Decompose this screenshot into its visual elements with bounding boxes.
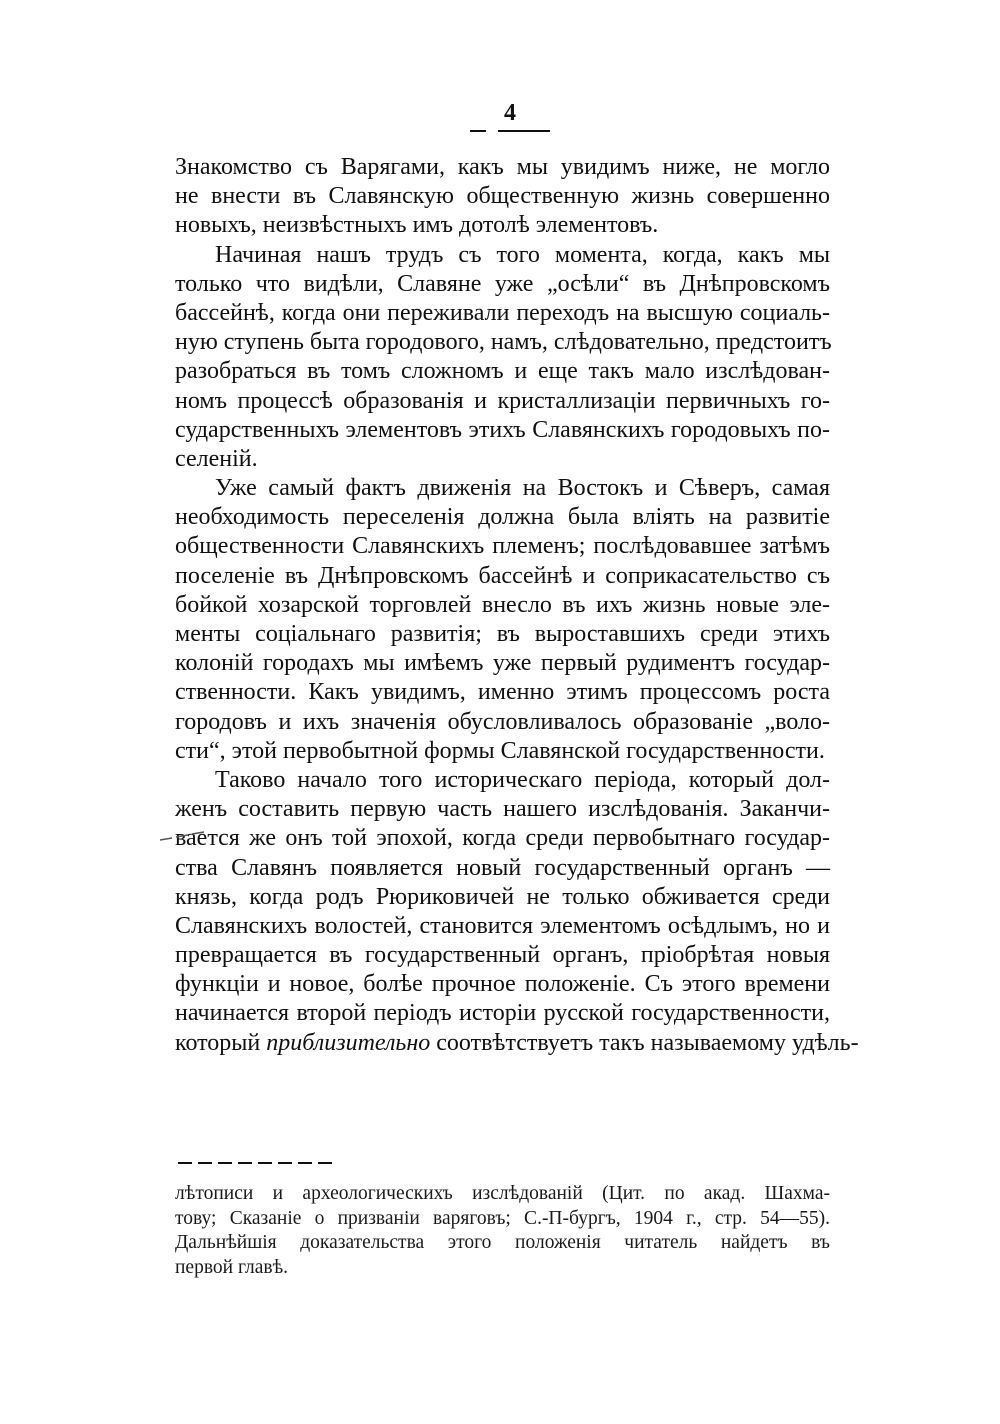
footnote-separator <box>178 1162 333 1164</box>
text-line: колоній городахъ мы имѣемъ уже первый рудиментъ государ- <box>175 650 830 677</box>
text-line: женъ составить первую часть нашего изслѣдованія. Заканчи- <box>175 796 830 823</box>
text-line: князь, когда родъ Рюриковичей не только обживается среди <box>175 883 830 910</box>
page-number-rule <box>498 130 550 132</box>
footnote-line: первой главѣ. <box>175 1256 289 1278</box>
pencil-mark <box>158 828 206 844</box>
text-line: бойкой хозарской торговлей внесло въ ихъ жизнь новые эле- <box>175 591 830 618</box>
text-line: бассейнѣ, когда они переживали переходъ на высшую социаль- <box>175 299 830 326</box>
text-line: ную ступень быта городового, намъ, слѣдовательно, предстоитъ <box>175 329 832 356</box>
text-line: поселеніе въ Днѣпровскомъ бассейнѣ и соприкасательство съ <box>175 562 830 589</box>
footnote <box>175 1182 830 1280</box>
text-line <box>175 1029 859 1058</box>
text-line: Таково начало того историческаго періода, который дол- <box>215 766 830 793</box>
main-text <box>175 153 859 1058</box>
text-line: номъ процессѣ образованія и кристаллизаціи первичныхъ го- <box>175 387 830 414</box>
text-line: начинается второй періодъ исторіи русской государственности, <box>175 1000 830 1027</box>
text-line: Уже самый фактъ движенія на Востокъ и Сѣверъ, самая <box>215 475 830 502</box>
page-number: 4 <box>504 100 516 126</box>
text-line: функціи и новое, болѣе прочное положеніе. Съ этого времени <box>175 971 830 998</box>
text-line: вается же онъ той эпохой, когда среди первобытнаго государ- <box>175 825 830 852</box>
text-line: Начиная нашъ трудъ съ того момента, когда, какъ мы <box>215 241 830 268</box>
text-segment: который <box>175 1029 267 1056</box>
text-line: сти“, этой первобытной формы Славянской государственности. <box>175 737 825 764</box>
italic-text-segment: приблизительно <box>266 1029 431 1056</box>
text-line: Славянскихъ волостей, становится элементомъ осѣдлымъ, но и <box>175 912 830 939</box>
text-line: разобраться въ томъ сложномъ и еще такъ мало изслѣдован- <box>175 358 830 385</box>
text-line: Знакомство съ Варягами, какъ мы увидимъ ниже, не могло <box>175 154 830 180</box>
footnote-line: лѣтописи и археологическихъ изслѣдованій (Цит. по акад. Шахма- <box>175 1183 830 1204</box>
text-line: не внести въ Славянскую общественную жизнь совершенно <box>175 183 830 210</box>
footnote-line: тову; Сказаніе о призваніи варяговъ; С.-П-бургъ, 1904 г., стр. 54—55). <box>175 1207 830 1229</box>
footnote-line: Дальнѣйшія доказательства этого положенія читатель найдетъ въ <box>175 1232 830 1253</box>
text-line: селеній. <box>175 445 258 472</box>
text-line: только что видѣли, Славяне уже „осѣли“ въ Днѣпровскомъ <box>175 270 830 297</box>
text-line: превращается въ государственный органъ, пріобрѣтая новыя <box>175 942 830 969</box>
page-number-rule <box>470 130 486 132</box>
text-line: новыхъ, неизвѣстныхъ имъ дотолѣ элементовъ. <box>175 212 659 239</box>
text-line: городовъ и ихъ значенія обусловливалось образованіе „воло- <box>175 708 830 735</box>
text-segment: соотвѣтствуетъ такъ называемому удѣль- <box>430 1029 859 1056</box>
text-line: ства Славянъ появляется новый государственный органъ — <box>175 854 830 881</box>
text-line: необходимость переселенія должна была вліять на развитіе <box>175 504 830 531</box>
text-line: менты соціальнаго развитія; въ выроставшихъ среди этихъ <box>175 621 830 647</box>
text-line: общественности Славянскихъ племенъ; послѣдовавшее затѣмъ <box>175 533 830 560</box>
text-line: ственности. Какъ увидимъ, именно этимъ процессомъ роста <box>175 679 830 706</box>
text-line: сударственныхъ элементовъ этихъ Славянскихъ городовыхъ по- <box>175 416 830 443</box>
